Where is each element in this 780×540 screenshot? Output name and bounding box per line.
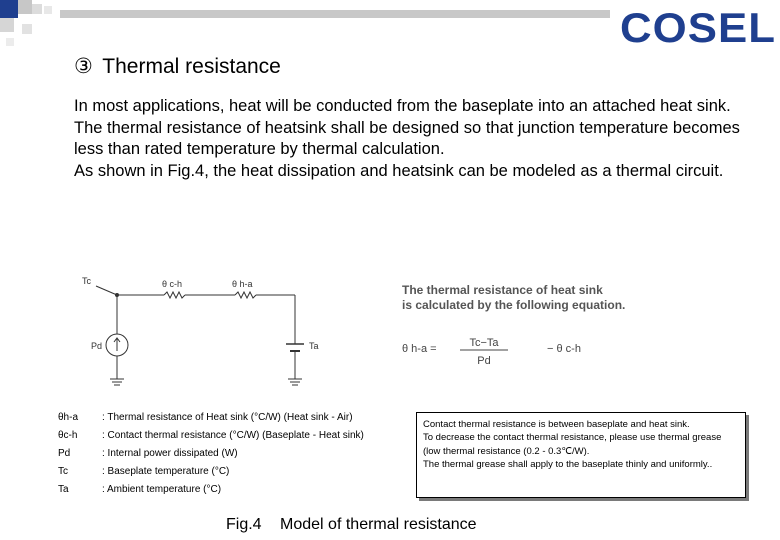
- note-line: The thermal grease shall apply to the baseplate thinly and uniformly..: [423, 458, 713, 470]
- figure-number: Fig.4: [226, 516, 262, 533]
- corner-square-light: [44, 6, 52, 14]
- equation-note-line: The thermal resistance of heat sink: [402, 283, 603, 297]
- legend-description: : Contact thermal resistance (°C/W) (Baseplate - Heat sink): [102, 430, 364, 441]
- equation-rhs: − θ c-h: [547, 343, 581, 355]
- legend-symbol: θc-h: [58, 430, 78, 441]
- svg-text:COSEL: COSEL: [620, 4, 776, 48]
- corner-square-light: [32, 4, 42, 14]
- equation-note-line: is calculated by the following equation.: [402, 298, 626, 312]
- paragraph: As shown in Fig.4, the heat dissipation and heatsink can be modeled as a thermal circuit.: [74, 161, 724, 180]
- legend-row: [58, 409, 364, 427]
- symbol-legend: [58, 409, 364, 499]
- corner-square-light: [0, 18, 14, 32]
- paragraph: In most applications, heat will be conducted from the baseplate into an attached heat sink.: [74, 97, 731, 115]
- equation-denominator: Pd: [477, 355, 491, 367]
- legend-description: : Thermal resistance of Heat sink (°C/W) (Heat sink - Air): [102, 412, 353, 423]
- figure-caption: [226, 516, 477, 534]
- slide-title: [74, 54, 281, 79]
- thermal-equation: [400, 332, 620, 372]
- contact-resistance-note: [416, 412, 746, 498]
- legend-row: [58, 481, 364, 499]
- label-tc: Tc: [82, 276, 91, 286]
- corner-square-dark: [0, 0, 18, 18]
- corner-square-light: [18, 0, 32, 14]
- legend-description: : Internal power dissipated (W): [102, 448, 238, 459]
- thermal-circuit-diagram: [70, 262, 400, 394]
- note-line: (low thermal resistance (0.2 - 0.3℃/W).: [423, 445, 590, 457]
- tc-leader-line: [96, 286, 117, 295]
- equation-numerator: Tc−Ta: [469, 337, 499, 349]
- paragraph: The thermal resistance of heatsink shall be designed so that junction temperature becomes less than rated temperature by thermal calculation.: [74, 118, 740, 158]
- label-pd: Pd: [91, 341, 103, 351]
- title-marker: ③: [74, 55, 93, 78]
- label-theta-ha: θ h-a: [232, 279, 253, 289]
- equation-lhs: θ h-a =: [402, 343, 437, 355]
- legend-row: [58, 427, 364, 445]
- legend-symbol: Pd: [58, 448, 71, 459]
- legend-row: [58, 445, 364, 463]
- corner-square-light: [22, 24, 32, 34]
- equation-note: [402, 283, 625, 313]
- tc-node: [115, 293, 119, 297]
- legend-row: [58, 463, 364, 481]
- resistor-ch: [164, 292, 185, 298]
- note-line: To decrease the contact thermal resistance, please use thermal grease: [423, 432, 722, 444]
- figure-caption-text: Model of thermal resistance: [280, 516, 477, 533]
- resistor-ha: [235, 292, 256, 298]
- title-text: Thermal resistance: [102, 55, 281, 78]
- legend-symbol: Tc: [58, 466, 68, 477]
- legend-description: : Ambient temperature (°C): [102, 484, 222, 495]
- header-bar: [60, 10, 610, 18]
- legend-symbol: Ta: [58, 484, 69, 495]
- corner-square-light: [6, 38, 14, 46]
- label-theta-ch: θ c-h: [162, 279, 183, 289]
- legend-symbol: θh-a: [58, 412, 79, 423]
- note-line: Contact thermal resistance is between baseplate and heat sink.: [423, 419, 690, 430]
- legend-description: : Baseplate temperature (°C): [102, 466, 230, 477]
- label-ta: Ta: [309, 341, 319, 351]
- cosel-logo: [618, 4, 778, 48]
- body-text: [74, 96, 764, 182]
